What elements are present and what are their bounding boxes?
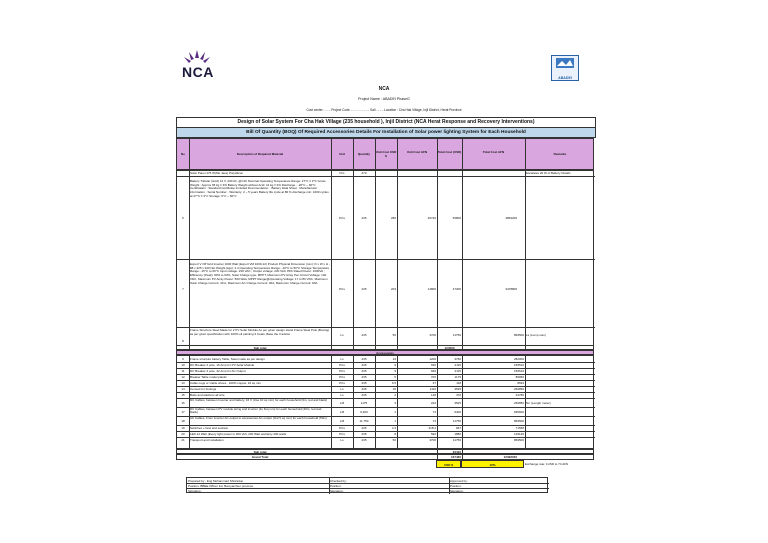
accessory-unit-usd: 9	[394, 369, 396, 373]
accessory-no: 9	[182, 357, 184, 361]
col-unit: Unit	[339, 152, 345, 156]
row-total-usd: 47300	[452, 287, 461, 291]
accessory-unit-afn: 666	[430, 363, 436, 367]
accessory-unit-afn: 1200	[429, 357, 436, 361]
col-total-afn: Total Cost AFN	[482, 150, 505, 154]
accessory-total-usd: 3760	[454, 357, 461, 361]
accessory-unit-usd: 4.3	[391, 426, 396, 430]
accessory-total-usd: 118	[456, 381, 461, 385]
accessory-qty: 235	[361, 426, 367, 430]
main-body	[176, 170, 594, 353]
accessory-no: 11	[181, 369, 185, 373]
accessory-unit: LM	[339, 409, 345, 414]
row-description: Battery Tubular (Acid) 12 V, 200 Ah, @C10 Nominal Operating Temperature Range: 27°C ± 3°C Gross Weight : Approx 65 kg ± 3% Battery Weight without Acid: 41 kg ± 3% Discharge : -20°C ~ 60°C Certification : Standard Certificate Included Documentation: · Battery Data Sheet · Manufacturer information · Serial Number · Warranty: 2 ~ 5 years Battery life cycle at 80 % discharge min: 1600 cycles at 27°C ± 3°C Storage: 0°C ~ 60°C	[190, 180, 329, 198]
accessory-unit-usd: 50	[392, 438, 396, 442]
row-description: Frame Structure Steel Made for 2 PV Solar Module As per given design stand Frame Steel Pole (Boxing) as per given specification with 100% oil painting 3 Coats, Base the 3 advice	[190, 329, 330, 336]
accessory-qty: 235	[361, 438, 367, 442]
accessory-desc: Cement for footings	[190, 387, 217, 391]
accessory-total-usd: 11750	[452, 438, 461, 442]
accessory-desc: Bolts and washers all size	[190, 393, 225, 397]
accessory-unit-afn: 592	[430, 432, 436, 436]
accessory-total-usd: 3525	[454, 400, 461, 405]
accessory-total-afn: 695600	[513, 409, 524, 414]
accessory-total-afn: 71558	[515, 426, 524, 430]
accessory-total-usd: 11750	[452, 418, 461, 423]
accessory-unit: PCs	[339, 426, 345, 430]
accessory-unit-afn: 666	[430, 369, 436, 373]
accessory-unit: PCs	[339, 363, 345, 367]
row-unit-usd: 203	[390, 287, 396, 291]
row-total-usd: 11750	[452, 333, 461, 337]
row-total-afn: 4869200	[505, 216, 517, 220]
accessory-total-afn: 34780	[515, 393, 524, 397]
accessory-total-afn: 260850	[513, 387, 524, 391]
row-remarks: Ls (Lump sum)	[526, 333, 547, 337]
accessory-no: 15	[181, 393, 185, 397]
accessory-qty: 235	[361, 357, 367, 361]
row-unit-usd: 50	[392, 333, 396, 337]
accessory-unit: Ls	[340, 393, 344, 397]
exchange-rate: Exchange rate: 1USD to 74 AFN	[525, 462, 569, 466]
row-unit-usd: 280	[390, 216, 396, 220]
partial-row-unit: Pcs	[339, 171, 345, 175]
accessory-desc: DC Breaker 2 pole, 32 Amp for AC Output	[190, 369, 246, 373]
table-header	[176, 138, 594, 170]
boq-title: Bill Of Quantity (BOQ) Of Required Accessories Details For Installation of Solar power lighting System for Each Household	[176, 127, 596, 138]
prepared-by: Prepared by : Eng Mohammad Shirzaduo	[188, 478, 244, 483]
accessory-qty: 235	[361, 387, 367, 391]
accessory-qty: 235	[361, 432, 367, 436]
accessory-no: 14	[181, 387, 185, 391]
accessory-qty: 235	[361, 363, 367, 367]
accessory-no: 12	[181, 375, 185, 379]
accessory-unit: LM	[339, 400, 345, 405]
abadei-logo-text: ABADEI	[558, 76, 572, 80]
accessory-desc: DC Breaker 2 pole, 16 Amp for PV Solar Module	[190, 363, 255, 367]
abadei-emblem-icon	[552, 56, 578, 71]
accessory-unit-usd: 0.5	[391, 381, 396, 385]
nca-logo	[180, 48, 214, 82]
accessory-unit: Ls	[340, 357, 344, 361]
col-description: Description of Required Material	[236, 152, 284, 156]
accessory-total-afn: 8693	[517, 381, 524, 385]
accessory-total-usd: 2115	[454, 369, 461, 373]
nca-logo-text: NCA	[182, 64, 214, 80]
accessories-header: Accessories	[176, 350, 594, 355]
accessory-qty: 9,400	[360, 409, 368, 414]
accessory-unit-afn: 1110	[429, 387, 436, 391]
accessory-unit-usd: 16	[392, 357, 396, 361]
partial-row-remarks: Escalates 20 W of Battery Details	[526, 171, 571, 175]
project-name: Project Name : ABADEI PhaseG	[358, 97, 410, 101]
accessory-total-usd: 1175	[454, 375, 461, 379]
accessory-desc: Frame structure battery Table, Steel made as per design	[190, 357, 265, 361]
usd-pct: 10%	[461, 460, 524, 468]
accessory-unit-afn: 3700	[429, 438, 436, 442]
approved-signature: Signature:	[450, 488, 464, 493]
usd-label: USD $	[436, 460, 461, 468]
partial-row-desc: Solar Panel 175 W(Mo Jass) Polysilicon	[190, 171, 244, 175]
accessory-total-afn: 260850	[513, 400, 524, 405]
accessory-unit-afn: 318.2	[428, 426, 436, 430]
accessory-no: 16	[181, 400, 185, 405]
accessory-no: 21	[181, 438, 185, 442]
accessory-qty: 235	[361, 381, 367, 385]
approved-position: Position:	[450, 483, 462, 488]
row-total-afn: 869500	[513, 333, 524, 337]
checked-position: Position:	[330, 483, 342, 488]
page-title: NCA	[378, 86, 390, 92]
accessory-unit: LM	[339, 418, 345, 423]
accessory-desc: Transport and installation	[190, 438, 224, 442]
design-title: Design of Solar System For Cha Hak Village (235 household ), Injil District (NCA Herat Response and Recovery Interventions)	[176, 117, 596, 128]
accessory-total-afn: 869500	[513, 438, 524, 442]
accessory-unit: PCs	[339, 432, 345, 436]
row-unit-afn: 20720	[427, 216, 436, 220]
accessory-unit-usd: 1	[394, 409, 396, 414]
accessory-desc: Cable Lugs or Cable shoes , 100% copper, 16 sq mm	[190, 381, 262, 385]
col-unit-usd: Unit Cost USD $	[375, 150, 397, 158]
accessory-total-afn: 86950	[515, 375, 524, 379]
accessory-unit-usd: 15	[392, 387, 396, 391]
row-unit-afn: 14800	[427, 287, 436, 291]
accessory-no: 13	[181, 381, 185, 385]
subtotal-label: Sub total	[253, 346, 267, 350]
accessory-unit-afn: 74	[432, 418, 436, 423]
accessory-unit-afn: 74	[432, 409, 436, 414]
row-unit: PCs	[339, 216, 345, 220]
accessory-total-usd: 470	[455, 393, 461, 397]
row-no: 6	[182, 216, 184, 220]
subtotal2-value: 42410	[452, 450, 461, 454]
signature-block	[186, 477, 548, 493]
accessory-desc: Breaker Table model plastic	[190, 375, 227, 379]
accessory-total-usd: 9400	[454, 409, 461, 414]
accessory-unit-usd: 9	[394, 363, 396, 367]
accessory-unit-afn: 37	[432, 381, 436, 385]
accessory-unit-afn: 222	[430, 400, 436, 405]
accessory-qty: 235	[361, 393, 367, 397]
accessory-total-afn: 869500	[513, 418, 524, 423]
accessory-unit-afn: 370	[430, 375, 436, 379]
accessory-qty: 235	[361, 375, 367, 379]
partial-row-qty: 470	[361, 171, 367, 175]
row-qty: 235	[361, 333, 367, 337]
accessory-no: 18	[181, 418, 185, 423]
checked-signature: Signature:	[330, 488, 344, 493]
accessory-qty: 1175	[360, 400, 368, 405]
accessory-no: 17	[181, 409, 185, 414]
accessory-unit-usd: 5	[394, 375, 396, 379]
accessory-unit: PCs	[339, 369, 345, 373]
accessory-no: 10	[181, 363, 185, 367]
row-description: Export V Off Grid Inverter 1000 Watt (Export VM 1000-12) Product Physical Dimension (mm): D x W x H - 88 x 225 x 320 Net Weight (kgs): 4.4 Operating Temperature Range: -10°C to 50°C Storage Temperature Range: -15°C to 60°C Input voltage: 230 VAC ; Output voltage: 230 VAC ±5% Rated Power: 1000VA ; Efficiency (Peak): 90% to 93%, Solar Charge type: MPPT, Maximum PV Array Pen Circuit Voltage: 102 VDC, Maximum PV Array Power: 500 Watt, MPPT Range@Operating Voltage: 17 to 80 VDC, Maximum Solar Charge Current: 40 A, Maximum AC Charge Current: 30A, Maximum Charge Current: 90A	[190, 263, 330, 285]
row-no: 8	[182, 339, 184, 343]
accessory-unit: PCs	[339, 375, 345, 379]
col-unit-afn: Unit Cost AFN	[406, 150, 428, 154]
subtotal-value: 124500	[444, 346, 455, 350]
accessory-desc: DC Cables, between PV module string and inverter (4x 6sq mm) for each household (40m, red and black)	[190, 407, 322, 415]
accessory-desc: LED 12 Watt (Every light power in 200 Volt, 200 Watt warranty 200 watts	[190, 432, 287, 436]
accessory-qty: 11,750	[359, 418, 369, 423]
row-total-afn: 3478800	[505, 287, 517, 291]
accessory-unit-usd: 3	[394, 400, 396, 405]
accessory-qty: 235	[361, 369, 367, 373]
col-quantity: Quantity	[357, 152, 371, 156]
usd-row	[436, 460, 594, 468]
prepared-position: Position: BBEE Officer For Bamyan/Ger province	[188, 483, 254, 488]
approved-by: Approved by:	[450, 478, 468, 483]
accessory-unit-usd: 1	[394, 418, 396, 423]
accessory-total-usd: 2115	[454, 363, 461, 367]
codes-line: Cost center - - - - Project Code - - - - - - - - - - Sall - - - - Location : Cha Hak Village, Injil District, Herat Province	[306, 108, 462, 112]
accessory-total-afn: 282000	[513, 357, 524, 361]
accessory-remarks: 5m (Length meter)	[526, 400, 551, 405]
row-no: 7	[182, 287, 184, 291]
row-qty: 235	[361, 216, 367, 220]
accessories-body	[176, 355, 594, 449]
accessory-unit: Ls	[340, 387, 344, 391]
accessory-desc: AC Cables, From inverter AC output to accessories AC output (3x2.5 sq mm) for each household (50m)	[190, 416, 327, 420]
grand-total-afn: 12392040	[503, 455, 517, 459]
accessory-desc: Switches + fans and sockets	[190, 426, 228, 430]
accessory-unit: PCs	[339, 381, 345, 385]
col-total-usd: Total Cost (USD)	[437, 150, 462, 154]
col-no: No	[181, 152, 185, 156]
accessory-total-afn: 139120	[513, 432, 524, 436]
accessory-total-afn: 156510	[513, 369, 524, 373]
accessory-unit-usd: 8	[394, 432, 396, 436]
accessory-total-usd: 1880	[454, 432, 461, 436]
col-remarks: Remarks	[553, 152, 567, 156]
accessory-total-usd: 967	[455, 426, 461, 430]
row-unit-afn: 3700	[429, 333, 436, 337]
grand-total-label: Grand Total	[251, 455, 269, 459]
accessory-unit: Ls	[340, 438, 344, 442]
accessory-total-usd: 3525	[454, 387, 461, 391]
row-qty: 235	[361, 287, 367, 291]
abadei-logo	[551, 55, 579, 81]
accessory-unit-usd: 2	[394, 393, 396, 397]
accessory-no: 20	[181, 432, 185, 436]
row-total-usd: 65800	[452, 216, 461, 220]
accessory-no: 19	[181, 426, 185, 430]
accessory-unit-afn: 148	[430, 393, 436, 397]
row-unit: PCs	[339, 287, 345, 291]
grand-total-value: 167460	[450, 455, 461, 459]
accessory-desc: DC Cables, between Inverter and battery, 16 V (Use 10 sq mm) for each household (3m, red and black)	[190, 398, 328, 402]
checked-by: Checked by:	[330, 478, 347, 483]
accessory-total-afn: 156510	[513, 363, 524, 367]
row-unit: Ls	[340, 333, 344, 337]
prepared-signature: Signature:	[188, 488, 202, 493]
subtotal2-label: Sub total	[253, 450, 267, 454]
